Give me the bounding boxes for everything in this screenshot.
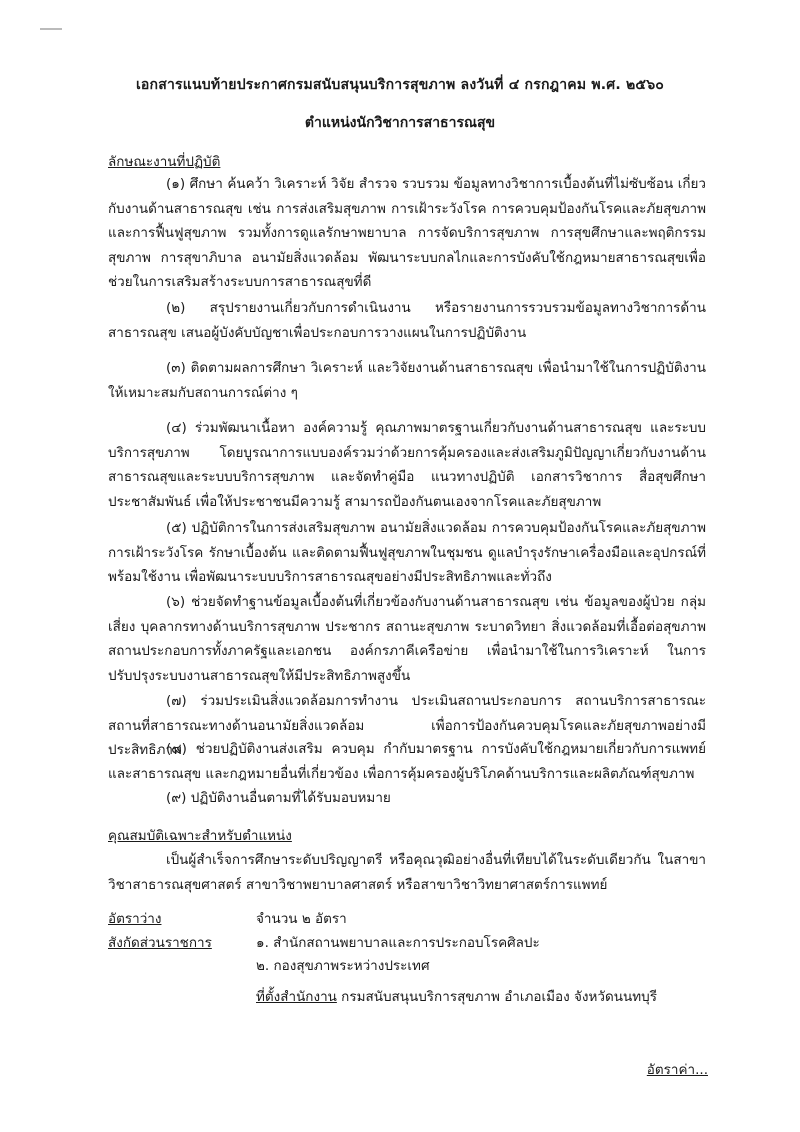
rate-value: จำนวน ๒ อัตรา <box>256 911 347 927</box>
unit-row <box>0 931 800 951</box>
rate-label: อัตราว่าง <box>108 911 162 927</box>
rate-row <box>0 907 800 927</box>
position-title: ตำแหน่งนักวิชาการสาธารณสุข <box>304 115 496 131</box>
unit-label: สังกัดส่วนราชการ <box>108 935 212 951</box>
qualification-text: เป็นผู้สำเร็จการศึกษาระดับปริญญาตรี หรือคุณวุฒิอย่างอื่นที่เทียบได้ในระดับเดียวกัน ในสาขาวิชาสาธารณสุขศาสตร์ สาขาวิชาพยาบาลศาสตร์ หรือสาขาวิชาวิทยาศาสตร์การแพทย์ <box>108 852 706 893</box>
document-title: เอกสารแนบท้ายประกาศกรมสนับสนุนบริการสุขภาพ ลงวันที่ ๔ กรกฎาคม พ.ศ. ๒๕๖๐ <box>135 77 665 93</box>
duty-item-3: (๓) ติดตามผลการศึกษา วิเคราะห์ และวิจัยงานด้านสาธารณสุข เพื่อนำมาใช้ในการปฏิบัติงานให้เหมาะสมกับสถานการณ์ต่าง ๆ <box>108 360 706 401</box>
office-label: ที่ตั้งสำนักงาน <box>256 989 337 1005</box>
scan-mark <box>40 28 62 30</box>
unit-item-2: ๒. กองสุขภาพระหว่างประเทศ <box>256 958 430 974</box>
qualification-heading: คุณสมบัติเฉพาะสำหรับตำแหน่ง <box>108 828 292 844</box>
duty-item-6: (๖) ช่วยจัดทำฐานข้อมูลเบื้องต้นที่เกี่ยวข้องกับงานด้านสาธารณสุข เช่น ข้อมูลของผู้ป่วย กลุ่มเสี่ยง บุคลากรทางด้านบริการสุขภาพ ประชากร สถานะสุขภาพ ระบาดวิทยา สิ่งแวดล้อมที่เอื้อต่อสุขภาพ สถานประกอบการทั้งภาครัฐและเอกชน องค์กรภาคีเครือข่าย เพื่อนำมาใช้ในการวิเคราะห์ ในการปรับปรุงระบบงานสาธารณสุขให้มีประสิทธิภาพสูงขึ้น <box>108 594 706 684</box>
duty-item-9: (๙) ปฏิบัติงานอื่นตามที่ได้รับมอบหมาย <box>166 790 391 806</box>
unit-row-2 <box>0 954 800 974</box>
duty-item-8: (๘) ช่วยปฏิบัติงานส่งเสริม ควบคุม กำกับมาตรฐาน การบังคับใช้กฎหมายเกี่ยวกับการแพทย์และสาธารณสุข และกฎหมายอื่นที่เกี่ยวข้อง เพื่อการคุ้มครองผู้บริโภคด้านบริการและผลิตภัณฑ์สุขภาพ <box>108 741 706 782</box>
duty-item-1: (๑) ศึกษา ค้นคว้า วิเคราะห์ วิจัย สำรวจ รวบรวม ข้อมูลทางวิชาการเบื้องต้นที่ไม่ซับซ้อน เกี่ยวกับงานด้านสาธารณสุข เช่น การส่งเสริมสุขภาพ การเฝ้าระวังโรค การควบคุมป้องกันโรคและภัยสุขภาพ และการฟื้นฟูสุขภาพ รวมทั้งการดูแลรักษาพยาบาล การจัดบริการสุขภาพ การสุขศึกษาและพฤติกรรมสุขภาพ การสุขาภิบาล อนามัยสิ่งแวดล้อม พัฒนาระบบกลไกและการบังคับใช้กฎหมายสาธารณสุขเพื่อช่วยในการเสริมสร้างระบบการสาธารณสุขที่ดี <box>108 176 706 291</box>
office-row <box>256 985 657 1007</box>
duty-item-2: (๒) สรุปรายงานเกี่ยวกับการดำเนินงาน หรือรายงานการรวบรวมข้อมูลทางวิชาการด้านสาธารณสุข เสนอผู้บังคับบัญชาเพื่อประกอบการวางแผนในการปฏิบัติงาน <box>108 300 706 341</box>
duties-heading: ลักษณะงานที่ปฏิบัติ <box>108 154 221 170</box>
duty-item-4: (๔) ร่วมพัฒนาเนื้อหา องค์ความรู้ คุณภาพมาตรฐานเกี่ยวกับงานด้านสาธารณสุข และระบบบริการสุขภาพ โดยบูรณาการแบบองค์รวมว่าด้วยการคุ้มครองและส่งเสริมภูมิปัญญาเกี่ยวกับงานด้านสาธารณสุขและระบบบริการสุขภาพ และจัดทำคู่มือ แนวทางปฏิบัติ เอกสารวิชาการ สื่อสุขศึกษา ประชาสัมพันธ์ เพื่อให้ประชาชนมีความรู้ สามารถป้องกันตนเองจากโรคและภัยสุขภาพ <box>108 420 706 510</box>
office-value: กรมสนับสนุนบริการสุขภาพ อำเภอเมือง จังหวัดนนทบุรี <box>336 989 657 1005</box>
duty-item-5: (๕) ปฏิบัติการในการส่งเสริมสุขภาพ อนามัยสิ่งแวดล้อม การควบคุมป้องกันโรคและภัยสุขภาพ การเฝ้าระวังโรค รักษาเบื้องต้น และติดตามฟื้นฟูสุขภาพในชุมชน ดูแลบำรุงรักษาเครื่องมือและอุปกรณ์ที่พร้อมใช้งาน เพื่อพัฒนาระบบบริการสาธารณสุขอย่างมีประสิทธิภาพและทั่วถึง <box>108 520 706 586</box>
continuation-note: อัตราค่า... <box>646 1062 708 1078</box>
unit-item-1: ๑. สำนักสถานพยาบาลและการประกอบโรคศิลปะ <box>256 935 540 951</box>
duty-item-7: (๗) ร่วมประเมินสิ่งแวดล้อมการทำงาน ประเมินสถานประกอบการ สถานบริการสาธารณะ สถานที่สาธารณะทางด้านอนามัยสิ่งแวดล้อม เพื่อการป้องกันควบคุมโรคและภัยสุขภาพอย่างมีประสิทธิภาพ <box>108 693 706 759</box>
